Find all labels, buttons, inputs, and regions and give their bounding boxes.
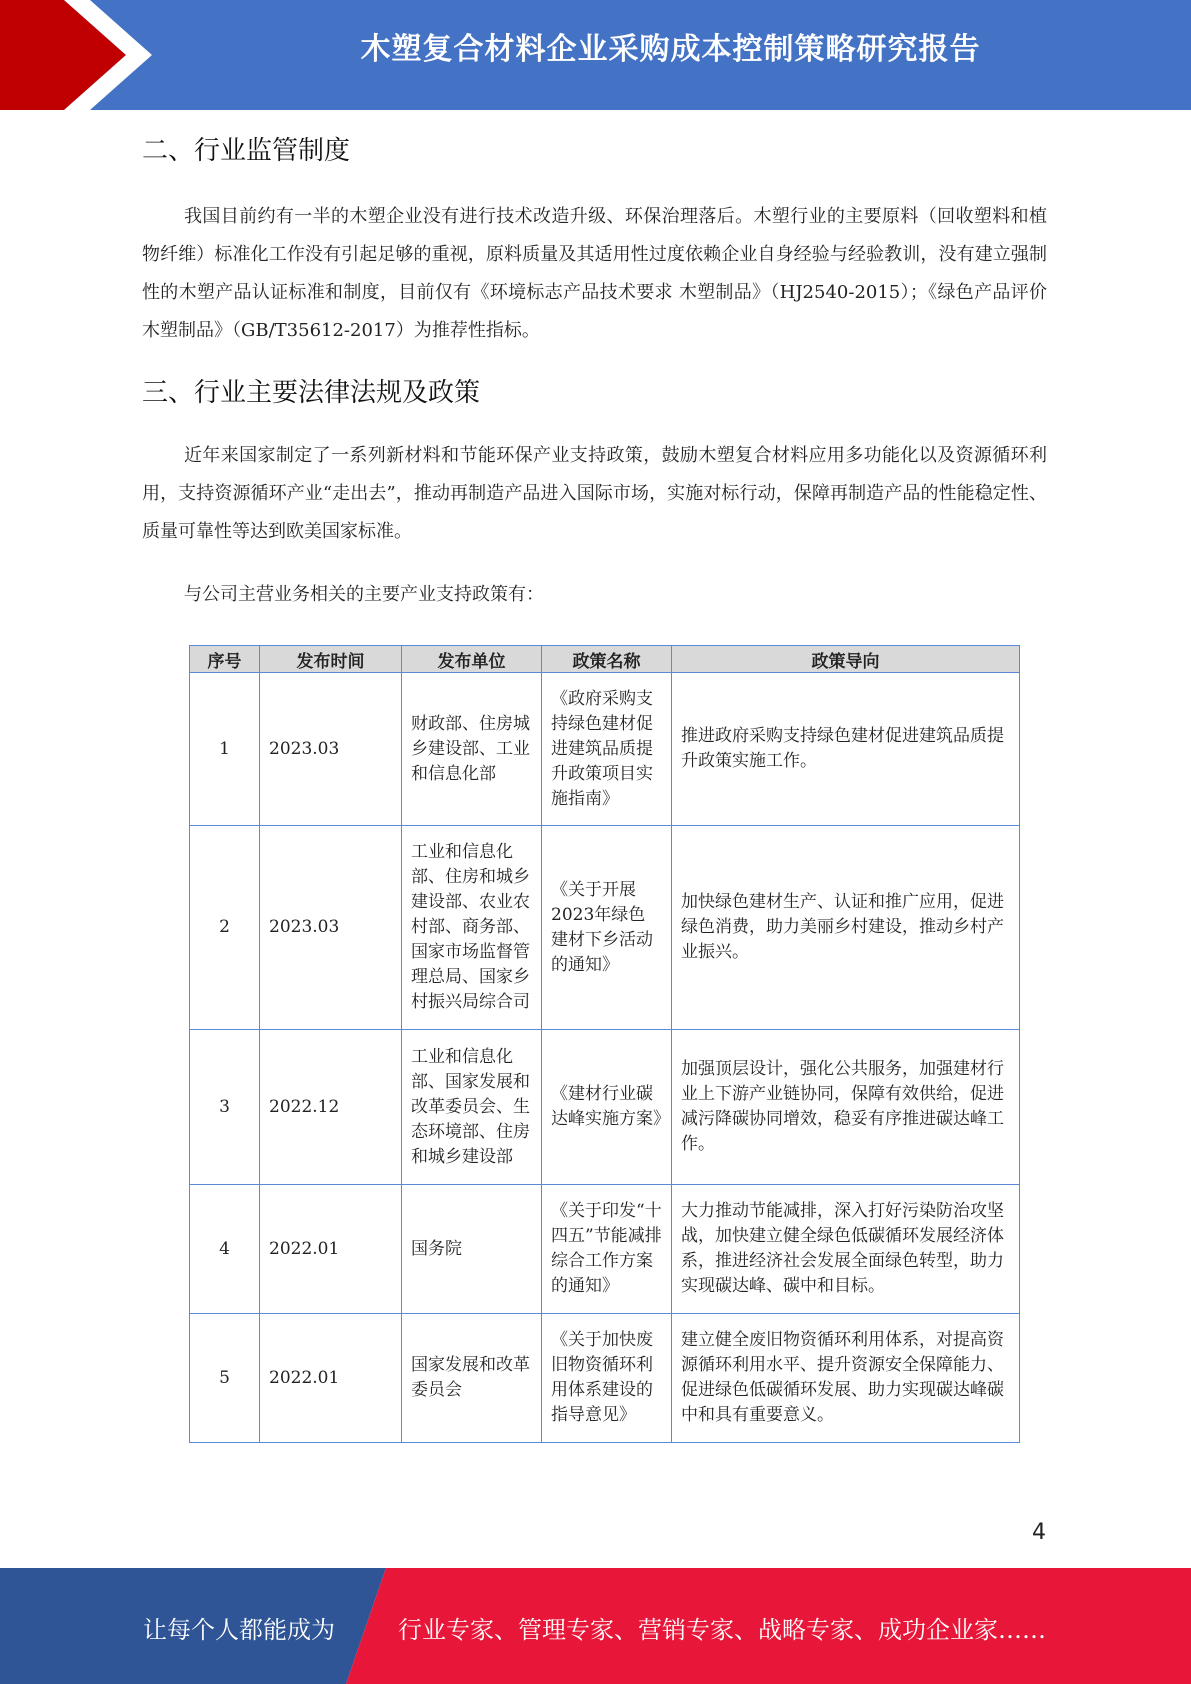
policy-table [189, 645, 1020, 1443]
section-heading-policy: 三、行业主要法律法规及政策 [142, 378, 481, 408]
footer-slogan-right: 行业专家、管理专家、营销专家、战略专家、成功企业家…… [398, 1616, 1046, 1644]
cell-policy-name: 《关于开展2023年绿色建材下乡活动的通知》 [542, 826, 672, 1030]
cell-policy-name: 《关于印发“十四五”节能减排综合工作方案的通知》 [542, 1185, 672, 1314]
cell-direction: 大力推动节能减排，深入打好污染防治攻坚战，加快建立健全绿色低碳循环发展经济体系，推进经济社会发展全面绿色转型，助力实现碳达峰、碳中和目标。 [672, 1185, 1020, 1314]
table-row [190, 826, 1020, 1030]
cell-date: 2022.12 [260, 1030, 402, 1185]
cell-direction: 加快绿色建材生产、认证和推广应用，促进绿色消费，助力美丽乡村建设，推动乡村产业振兴。 [672, 826, 1020, 1030]
cell-policy-name: 《建材行业碳达峰实施方案》 [542, 1030, 672, 1185]
cell-date: 2023.03 [260, 673, 402, 826]
section-heading-regulation: 二、行业监管制度 [142, 136, 351, 166]
header-unit: 发布单位 [402, 646, 542, 673]
report-title: 木塑复合材料企业采购成本控制策略研究报告 [360, 32, 981, 67]
cell-direction: 建立健全废旧物资循环利用体系，对提高资源循环利用水平、提升资源安全保障能力、促进绿色低碳循环发展、助力实现碳达峰碳中和具有重要意义。 [672, 1314, 1020, 1443]
footer-slogan-left: 让每个人都能成为 [143, 1616, 335, 1644]
report-header [0, 0, 1191, 110]
policy-paragraph: 近年来国家制定了一系列新材料和节能环保产业支持政策，鼓励木塑复合材料应用多功能化以及资源循环利用，支持资源循环产业“走出去”，推动再制造产品进入国际市场，实施对标行动，保障再制造产品的性能稳定性、质量可靠性等达到欧美国家标准。 [142, 445, 1047, 542]
cell-index: 5 [190, 1314, 260, 1443]
cell-direction: 加强顶层设计，强化公共服务，加强建材行业上下游产业链协同，保障有效供给，促进减污降碳协同增效，稳妥有序推进碳达峰工作。 [672, 1030, 1020, 1185]
cell-unit: 财政部、住房城乡建设部、工业和信息化部 [402, 673, 542, 826]
cell-date: 2022.01 [260, 1314, 402, 1443]
report-footer [0, 1568, 1191, 1684]
regulation-paragraph: 我国目前约有一半的木塑企业没有进行技术改造升级、环保治理落后。木塑行业的主要原料（回收塑料和植物纤维）标准化工作没有引起足够的重视，原料质量及其适用性过度依赖企业自身经验与经验教训，没有建立强制性的木塑产品认证标准和制度，目前仅有《环境标志产品技术要求 木塑制品》（HJ2540-2015）；《绿色产品评价木塑制品》（GB/T35612-2017）为推荐性指标。 [142, 206, 1047, 341]
cell-index: 3 [190, 1030, 260, 1185]
header-policy-name: 政策名称 [542, 646, 672, 673]
cell-policy-name: 《政府采购支持绿色建材促进建筑品质提升政策项目实施指南》 [542, 673, 672, 826]
cell-policy-name: 《关于加快废旧物资循环利用体系建设的指导意见》 [542, 1314, 672, 1443]
header-arrow-logo [0, 0, 160, 110]
cell-index: 2 [190, 826, 260, 1030]
table-row [190, 673, 1020, 826]
cell-direction: 推进政府采购支持绿色建材促进建筑品质提升政策实施工作。 [672, 673, 1020, 826]
cell-unit: 国务院 [402, 1185, 542, 1314]
cell-date: 2022.01 [260, 1185, 402, 1314]
table-row [190, 1314, 1020, 1443]
cell-unit: 工业和信息化部、住房和城乡建设部、农业农村部、商务部、国家市场监督管理总局、国家乡村振兴局综合司 [402, 826, 542, 1030]
cell-index: 4 [190, 1185, 260, 1314]
table-row [190, 1185, 1020, 1314]
header-index: 序号 [190, 646, 260, 673]
table-header-row [190, 646, 1020, 673]
cell-index: 1 [190, 673, 260, 826]
cell-unit: 工业和信息化部、国家发展和改革委员会、生态环境部、住房和城乡建设部 [402, 1030, 542, 1185]
table-row [190, 1030, 1020, 1185]
cell-date: 2023.03 [260, 826, 402, 1030]
header-direction: 政策导向 [672, 646, 1020, 673]
header-date: 发布时间 [260, 646, 402, 673]
page-number: 4 [1032, 1520, 1046, 1545]
cell-unit: 国家发展和改革委员会 [402, 1314, 542, 1443]
policy-intro: 与公司主营业务相关的主要产业支持政策有： [184, 584, 544, 605]
